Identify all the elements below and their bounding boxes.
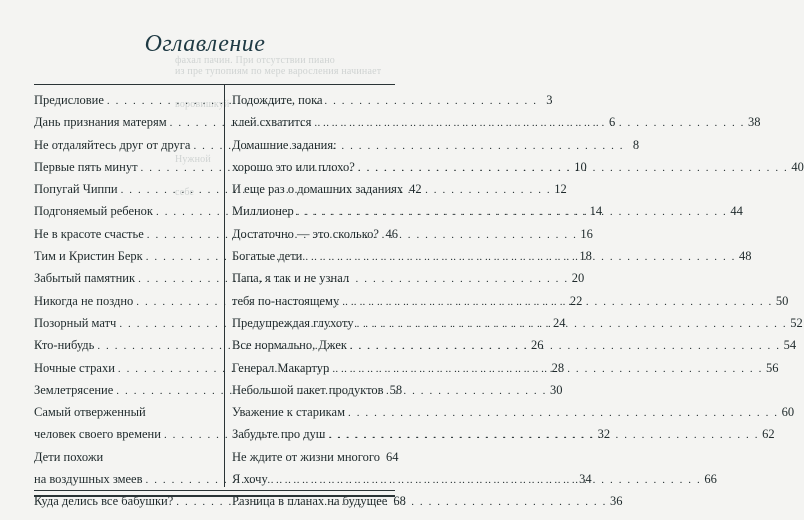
toc-page-number: 18 bbox=[579, 249, 592, 264]
toc-entry[interactable] bbox=[232, 182, 422, 204]
toc-page-number: 54 bbox=[783, 338, 797, 353]
toc-entry[interactable] bbox=[232, 494, 406, 516]
toc-entry[interactable] bbox=[34, 405, 218, 427]
toc-page-number: 36 bbox=[609, 494, 623, 509]
toc-page-number: 42 bbox=[409, 182, 422, 197]
toc-page-number: 64 bbox=[385, 449, 399, 464]
toc-page-number: 14 bbox=[589, 204, 603, 219]
toc-entry-title: Забудьте про душ bbox=[232, 427, 326, 442]
toc-entry-title: Ночные страхи bbox=[34, 360, 115, 375]
toc-page-number: 24 bbox=[553, 315, 566, 330]
toc-page-number: 30 bbox=[549, 382, 563, 397]
toc-entry[interactable] bbox=[232, 405, 795, 427]
toc-page-number: 46 bbox=[385, 226, 398, 241]
toc-page-number: 58 bbox=[389, 382, 403, 397]
bleed-line: из пре тупопиям по мере варосления начинает bbox=[175, 66, 382, 77]
toc-entry-title: Не ждите от жизни многого bbox=[232, 449, 380, 464]
toc-page-number: 68 bbox=[393, 494, 406, 509]
toc-page-number: 62 bbox=[762, 427, 775, 442]
toc-entry-title: Дети похожи bbox=[34, 449, 104, 464]
toc-leader-dots bbox=[305, 251, 736, 263]
bottom-double-rule bbox=[34, 490, 395, 497]
toc-page-number: 22 bbox=[569, 293, 583, 308]
toc-entry[interactable] bbox=[232, 450, 398, 472]
toc-leader-dots bbox=[350, 340, 781, 352]
toc-entry-title: Первые пять минут bbox=[34, 159, 138, 174]
toc-entry-title: Самый отверженный bbox=[34, 405, 146, 420]
toc-entry-title: Уважение к старикам bbox=[232, 405, 345, 420]
bleed-line: воровишкуй bbox=[175, 99, 230, 110]
toc-entry-title: Не в красоте счастье bbox=[34, 226, 144, 241]
toc-page-number: 48 bbox=[739, 249, 752, 264]
toc-page-number: 6 bbox=[609, 115, 616, 130]
toc-leader-dots bbox=[297, 206, 728, 218]
toc-page-number: 56 bbox=[765, 360, 779, 375]
toc-entry-title: человек своего времени bbox=[34, 427, 161, 442]
toc-entry-title: хорошо это или плохо? bbox=[232, 159, 355, 174]
toc-entry-title: Землетрясение bbox=[34, 382, 114, 397]
toc-entry-title: Куда делись все бабушки? bbox=[34, 494, 174, 509]
toc-entry[interactable] bbox=[232, 382, 403, 405]
toc-leader-dots bbox=[358, 159, 789, 174]
toc-entry[interactable] bbox=[232, 271, 398, 293]
toc-entry-title: Миллионер bbox=[232, 204, 294, 219]
toc-entry-title: Предупреждая глухоту bbox=[232, 315, 354, 330]
toc-entry[interactable] bbox=[232, 93, 398, 115]
toc-page-number: 3 bbox=[546, 93, 553, 107]
toc-entry-title: тебя по-настоящему bbox=[232, 293, 340, 308]
toc-page-number: 12 bbox=[554, 182, 567, 197]
bleed-line: себе bbox=[175, 187, 195, 198]
bleed-line: Нужной bbox=[175, 154, 211, 165]
toc-entry-title: И еще раз о домашних заданиях bbox=[232, 182, 404, 197]
toc-entry-title: Я хочу bbox=[232, 472, 268, 487]
toc-page-number: 60 bbox=[781, 405, 795, 420]
toc-entry-title: Кто-нибудь bbox=[34, 338, 95, 353]
toc-entry[interactable] bbox=[34, 450, 218, 472]
toc-leader-dots bbox=[314, 117, 745, 129]
toc-page-number: 44 bbox=[730, 204, 743, 219]
toc-page-number: 8 bbox=[632, 137, 640, 152]
toc-leader-dots bbox=[357, 315, 788, 330]
toc-entry-title: Подгоняемый ребенок bbox=[34, 204, 154, 219]
toc-entry-title: клей схватится bbox=[232, 115, 312, 130]
toc-entry[interactable] bbox=[232, 138, 398, 160]
toc-entry-title: Никогда не поздно bbox=[34, 293, 134, 308]
toc-leader-dots bbox=[348, 407, 779, 419]
toc-entry-title: Забытый памятник bbox=[34, 271, 136, 286]
toc-page-number: 52 bbox=[790, 315, 803, 330]
toc-entry-title: Попугай Чиппи bbox=[34, 182, 118, 197]
toc-leader-dots bbox=[382, 229, 383, 241]
bleed-line: фахал пачин. При отсутствии пиано bbox=[175, 55, 335, 66]
toc-entry-title: Предисловие bbox=[34, 93, 104, 107]
toc-page-number: 34 bbox=[579, 472, 592, 487]
toc-entry-title: Не отдаляйтесь друг от друга bbox=[34, 137, 191, 152]
toc-leader-dots bbox=[328, 429, 759, 441]
toc-page-number: 38 bbox=[748, 115, 761, 130]
toc-entry[interactable] bbox=[232, 227, 398, 249]
toc-entry[interactable] bbox=[232, 115, 761, 137]
toc-page-number: 28 bbox=[551, 360, 565, 375]
toc-leader-dots bbox=[332, 360, 763, 375]
toc-entry-title: Богатые дети bbox=[232, 249, 303, 264]
toc-entry-title: на воздушных змеев bbox=[34, 472, 143, 487]
toc-entry-title: Позорный матч bbox=[34, 315, 117, 330]
toc-leader-dots bbox=[342, 293, 773, 308]
toc-page-number: 32 bbox=[597, 427, 611, 442]
toc-page-number: 26 bbox=[531, 338, 544, 353]
top-rule bbox=[34, 84, 395, 85]
toc-page-number: 10 bbox=[574, 159, 587, 174]
toc-entry-title: Все нормально, Джек bbox=[232, 338, 347, 353]
toc-page-number: 16 bbox=[580, 226, 593, 241]
toc-page-number: 50 bbox=[775, 293, 789, 308]
toc-page-number: 66 bbox=[704, 472, 717, 487]
toc-entry-title: Домашние задания: bbox=[232, 137, 337, 152]
toc-entry-title: Дань признания матерям bbox=[34, 115, 167, 130]
toc-entry-title: Генерал Макартур bbox=[232, 360, 330, 375]
toc-entry-title: Подождите, пока bbox=[232, 93, 323, 107]
toc-leader-dots bbox=[271, 474, 702, 486]
page-title: Оглавление bbox=[144, 31, 266, 57]
toc-entry-title: Тим и Кристин Берк bbox=[34, 249, 143, 264]
toc-page-number: 20 bbox=[571, 271, 585, 286]
toc-entry-title: Разница в планах на будущее bbox=[232, 494, 388, 509]
toc-entry-title: Достаточно — это сколько? bbox=[232, 226, 379, 241]
toc-page-number: 40 bbox=[791, 159, 804, 174]
toc-entry-title: Небольшой пакет продуктов bbox=[232, 382, 384, 397]
toc-entry-title: Папа, я так и не узнал bbox=[232, 271, 350, 286]
